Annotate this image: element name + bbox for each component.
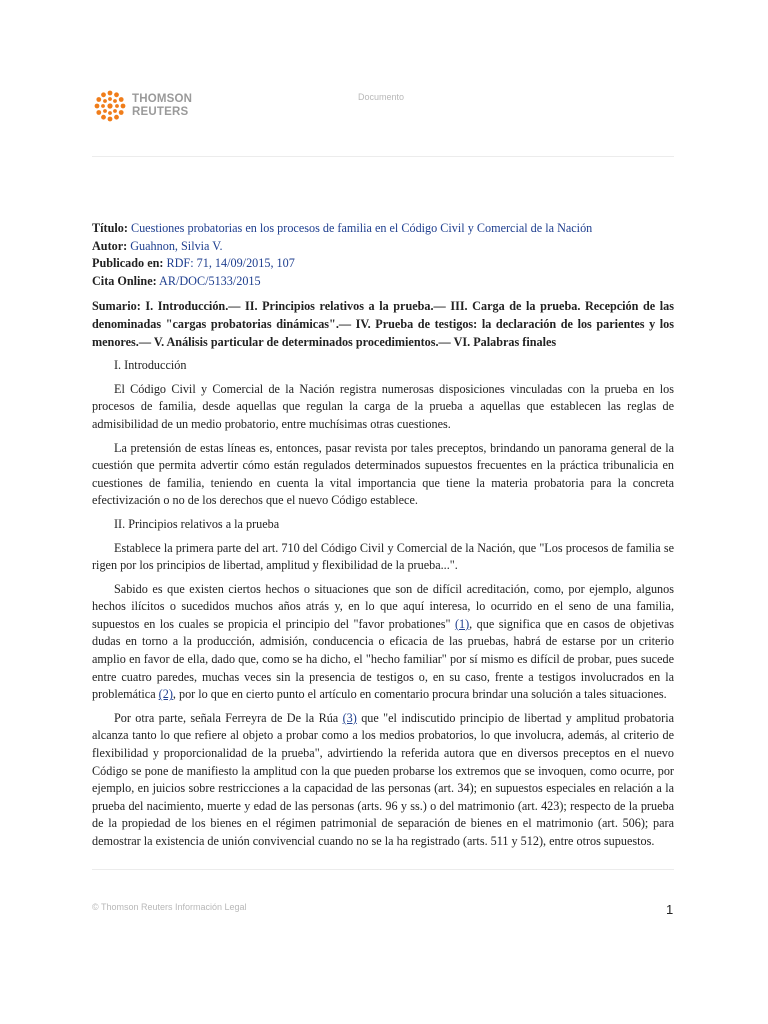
logo-line-2: REUTERS	[132, 106, 189, 118]
titulo-link[interactable]: Cuestiones probatorias en los procesos de familia en el Código Civil y Comercial de la Nación	[130, 221, 593, 235]
paragraph-4	[92, 581, 674, 704]
section-heading-1: I. Introducción	[114, 358, 187, 373]
paragraph-2: La pretensión de estas líneas es, entonces, pasar revista por tales preceptos, brindando un panorama general de la cuestión que permita advertir cómo están regulados determinados supuestos frecuentes en la práctica tribunalicia en cuestiones de familia, teniendo en cuenta la vital importancia que tiene la materia probatoria para la concreta efectivización o no de los derechos que el nuevo Código establece.	[92, 440, 674, 508]
footnote-link-3[interactable]: (3)	[342, 710, 357, 725]
header-divider	[92, 156, 674, 157]
paragraph-5-part-b: que "el indiscutido principio de libertad y amplitud probatoria alcanza tanto lo que refiere al objeto a probar como a los medios probatorios, lo que involucra, además, al criterio de flexibilidad y proporcionalidad de la prueba", advirtiendo la referida autora que en diversos preceptos en el nuevo Código se pone de manifiesto la amplitud con la que pueden probarse los extremos que se invoquen, como ocurre, por ejemplo, en juicios sobre restricciones a la capacidad de las personas (art. 34); en supuestos especiales en relación a la prueba del nacimiento, muerte y edad de las personas (arts. 96 y ss.) o del matrimonio (art. 423); respecto de la prueba de la propiedad de los bienes en el régimen patrimonial de separación de bienes en el matrimonio (art. 506); para demostrar la existencia de unión convivencial cuando no se la ha registrado (arts. 511 y 512), entre otros supuestos.	[92, 710, 675, 848]
meta-titulo	[92, 220, 674, 238]
section-heading-2: II. Principios relativos a la prueba	[114, 516, 280, 531]
footer-divider	[92, 869, 674, 870]
thomson-reuters-logo	[92, 88, 192, 124]
cita-link[interactable]: AR/DOC/5133/2015	[159, 273, 261, 288]
paragraph-4-part-a: Sabido es que existen ciertos hechos o situaciones que son de difícil acreditación, como, por ejemplo, algunos hechos ilícitos o sucedidos muchos años atrás y, en lo que aquí interesa, lo ocurrido en el seno de una familia, supuestos en los cuales se propicia el principio del "favor probationes"	[92, 581, 674, 631]
paragraph-1: El Código Civil y Comercial de la Nación registra numerosas disposiciones vinculadas con la prueba en los procesos de familia, desde aquellas que regulan la carga de la prueba a aquellas que establecen las reglas de admisibilidad de un medio probatorio, entre muchísimas otras cuestiones.	[92, 381, 674, 431]
footnote-link-1[interactable]: (1)	[454, 616, 470, 631]
logo-line-1: THOMSON	[132, 93, 193, 105]
autor-label: Autor:	[92, 238, 128, 253]
footnote-link-2[interactable]: (2)	[158, 687, 173, 702]
logo-wordmark	[132, 93, 192, 119]
titulo-label: Título:	[92, 221, 128, 235]
publicado-label: Publicado en:	[92, 256, 164, 271]
autor-link[interactable]: Guahnon, Silvia V.	[130, 238, 223, 253]
paragraph-5	[92, 710, 674, 851]
document-label: Documento	[358, 92, 405, 102]
meta-autor	[92, 238, 674, 256]
paragraph-4-part-c: , por lo que en cierto punto el artículo en comentario procura brindar una solución a tales situaciones.	[172, 687, 667, 702]
paragraph-5-part-a: Por otra parte, señala Ferreyra de De la Rúa	[114, 710, 343, 725]
paragraph-4-part-b: , que significa que en casos de objetivas dudas en torno a la producción, admisión, conducencia o eficacia de las pruebas, habrá de estarse por un criterio amplio en favor de ella, dado que, como se ha dicho, el "hecho familiar" por sí mismo es difícil de probar, pues sucede entre cuatro paredes, muchas veces sin la presencia de testigos o, en su caso, frente a testigos involucrados en la problemática	[92, 616, 674, 702]
document-header	[92, 84, 674, 156]
page-number: 1	[666, 902, 674, 917]
sumario: Sumario: I. Introducción.— II. Principios relativos a la prueba.— III. Carga de la prueba. Recepción de las denominadas "cargas probatorias dinámicas".— IV. Prueba de testigos: la declaración de los parientes y los menores.— V. Análisis particular de determinados procedimientos.— VI. Palabras finales	[92, 299, 674, 349]
meta-cita	[92, 273, 674, 291]
footer-copyright: © Thomson Reuters Información Legal	[92, 902, 247, 912]
document-body	[92, 220, 674, 851]
paragraph-3: Establece la primera parte del art. 710 del Código Civil y Comercial de la Nación, que "Los procesos de familia se rigen por los principios de libertad, amplitud y flexibilidad de la prueba...".	[92, 540, 674, 573]
publicado-link[interactable]: RDF: 71, 14/09/2015, 107	[166, 256, 295, 271]
cita-label: Cita Online:	[92, 273, 157, 288]
meta-publicado	[92, 255, 674, 273]
logo-mark-icon	[92, 88, 128, 124]
